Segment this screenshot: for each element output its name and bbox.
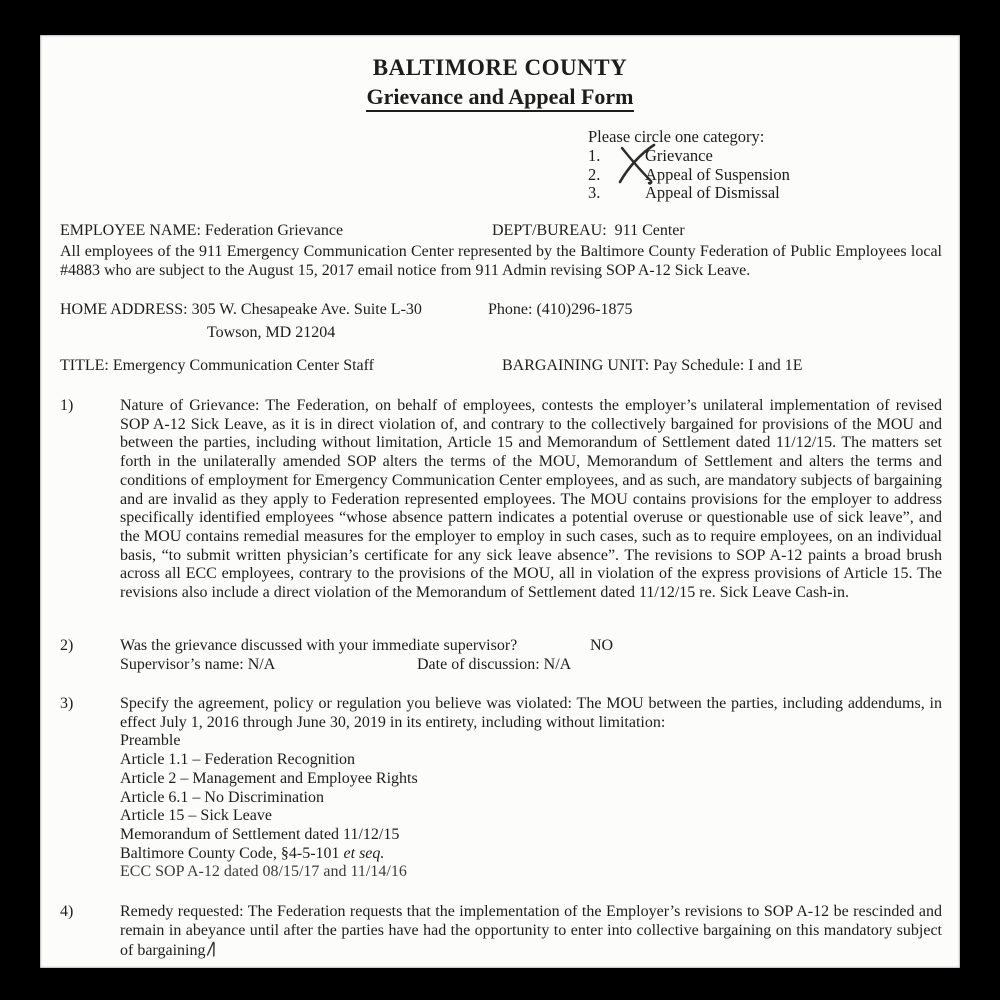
item-2-details-row xyxy=(120,656,942,675)
violated-item-memorandum: Memorandum of Settlement dated 11/12/15 xyxy=(120,825,400,843)
handwritten-paragraph-mark xyxy=(206,940,217,957)
category-option-label: Appeal of Suspension xyxy=(645,164,790,184)
document-subtitle xyxy=(40,84,960,110)
item-1-number: 1) xyxy=(60,397,74,414)
employee-name-value: Federation Grievance xyxy=(204,222,344,239)
employee-description: All employees of the 911 Emergency Communication Center represented by the Baltimore County Federation of Public Employees local #4883 who are subject to the August 15, 2017 email notice from 911 Admin revising SOP A-12 Sick Leave. xyxy=(60,243,942,279)
phone-field xyxy=(488,301,632,320)
item-2-number: 2) xyxy=(60,637,74,654)
category-option-appeal-dismissal xyxy=(588,184,790,203)
document-subtitle-text: Grievance and Appeal Form xyxy=(366,84,633,112)
violated-item-preamble: Preamble xyxy=(120,732,181,750)
category-option-label: Grievance xyxy=(645,145,713,165)
violated-item-ecc-sop: ECC SOP A-12 dated 08/15/17 and 11/14/16 xyxy=(120,863,407,881)
item-3-violated-provisions xyxy=(120,695,942,882)
violated-item-article-1-1: Article 1.1 – Federation Recognition xyxy=(120,751,356,769)
item-3-number: 3) xyxy=(60,695,74,712)
category-prompt: Please circle one category: xyxy=(588,127,765,146)
home-address-value: 305 W. Chesapeake Ave. Suite L-30 xyxy=(191,301,422,318)
home-address-label: HOME ADDRESS: xyxy=(60,301,188,318)
item-3-intro: Specify the agreement, policy or regulation you believe was violated: The MOU between the parties, including addendums, in effect July 1, 2016 through June 30, 2019 in its entirety, including without limitation: xyxy=(120,695,942,731)
bargaining-unit-label: BARGAINING UNIT: xyxy=(502,357,650,374)
item-2-question: Was the grievance discussed with your immediate supervisor? xyxy=(120,637,518,654)
item-2-supervisor-question xyxy=(120,637,942,674)
title-label: TITLE: xyxy=(60,357,109,374)
county-code-et-seq: et seq. xyxy=(343,844,385,862)
bargaining-unit-value: Pay Schedule: I and 1E xyxy=(653,357,803,374)
item-4-remedy-requested xyxy=(120,903,942,961)
category-option-number: 1. xyxy=(588,145,601,165)
item-2-discussion-date: Date of discussion: N/A xyxy=(417,655,572,673)
phone-label: Phone: xyxy=(488,301,533,318)
dept-value: 911 Center xyxy=(614,222,685,239)
document-title: BALTIMORE COUNTY xyxy=(372,55,628,80)
scanned-form-page xyxy=(40,35,960,968)
category-option-label: Appeal of Dismissal xyxy=(645,183,780,203)
item-1-nature-of-grievance: Nature of Grievance: The Federation, on behalf of employees, contests the employer’s unilateral implementation of revised SOP A-12 Sick Leave, as it is in direct violation of, and contrary to the collectively bargained for provisions of the MOU and between the parties, including without limitation, Article 15 and Memorandum of Settlement dated 11/12/15. The matters set forth in the unilaterally amended SOP alters the terms of the MOU, Memorandum of Settlement and alters the terms and conditions of employment for Emergency Communication Center employees, and as such, are mandatory subjects of bargaining and are invalid as they apply to Federation represented employees. The MOU contains provisions for the employer to address specifically identified employees “whose absence pattern indicates a potential overuse or questionable use of sick leave”, and the MOU contains remedial measures for the employer to employ in such cases, such as to require employees, on an individual basis, “to submit written physician’s certificate for any sick leave absence”. The revisions to SOP A-12 paints a broad brush across all ECC employees, contrary to the provisions of the MOU, all in violation of the express provisions of Article 15. The revisions also include a direct violation of the Memorandum of Settlement dated 11/12/15 re. Sick Leave Cash-in. xyxy=(120,397,942,602)
item-4-text: Remedy requested: The Federation requests that the implementation of the Employer’s revisions to SOP A-12 be rescinded and remain in abeyance until after the parties have had the opportunity to enter into collective bargaining on this mandatory subject of bargaining xyxy=(120,903,942,960)
bargaining-unit-field xyxy=(502,357,802,376)
county-code-text: Baltimore County Code, §4-5-101 xyxy=(120,844,344,862)
violated-item-article-2: Article 2 – Management and Employee Rights xyxy=(120,769,418,787)
title-row xyxy=(60,357,942,376)
item-2-answer: NO xyxy=(590,637,614,654)
item-2-question-row xyxy=(120,637,942,656)
dept-label: DEPT/BUREAU: xyxy=(492,222,607,239)
home-address-row xyxy=(60,301,942,320)
category-option-number: 2. xyxy=(588,164,601,184)
employee-name-label: EMPLOYEE NAME: xyxy=(60,222,201,239)
phone-value: (410)296-1875 xyxy=(536,301,633,318)
violated-item-article-6-1: Article 6.1 – No Discrimination xyxy=(120,788,324,806)
violated-item-article-15: Article 15 – Sick Leave xyxy=(120,807,272,825)
item-4-number: 4) xyxy=(60,903,74,920)
handwritten-x-mark xyxy=(614,142,660,186)
item-2-supervisor-name: Supervisor’s name: N/A xyxy=(120,655,276,673)
title-value: Emergency Communication Center Staff xyxy=(112,357,374,374)
dept-field xyxy=(492,222,685,241)
violated-item-county-code xyxy=(120,845,942,864)
employee-name-row xyxy=(60,222,942,241)
category-option-number: 3. xyxy=(588,183,601,203)
home-address-line2: Towson, MD 21204 xyxy=(207,324,336,341)
